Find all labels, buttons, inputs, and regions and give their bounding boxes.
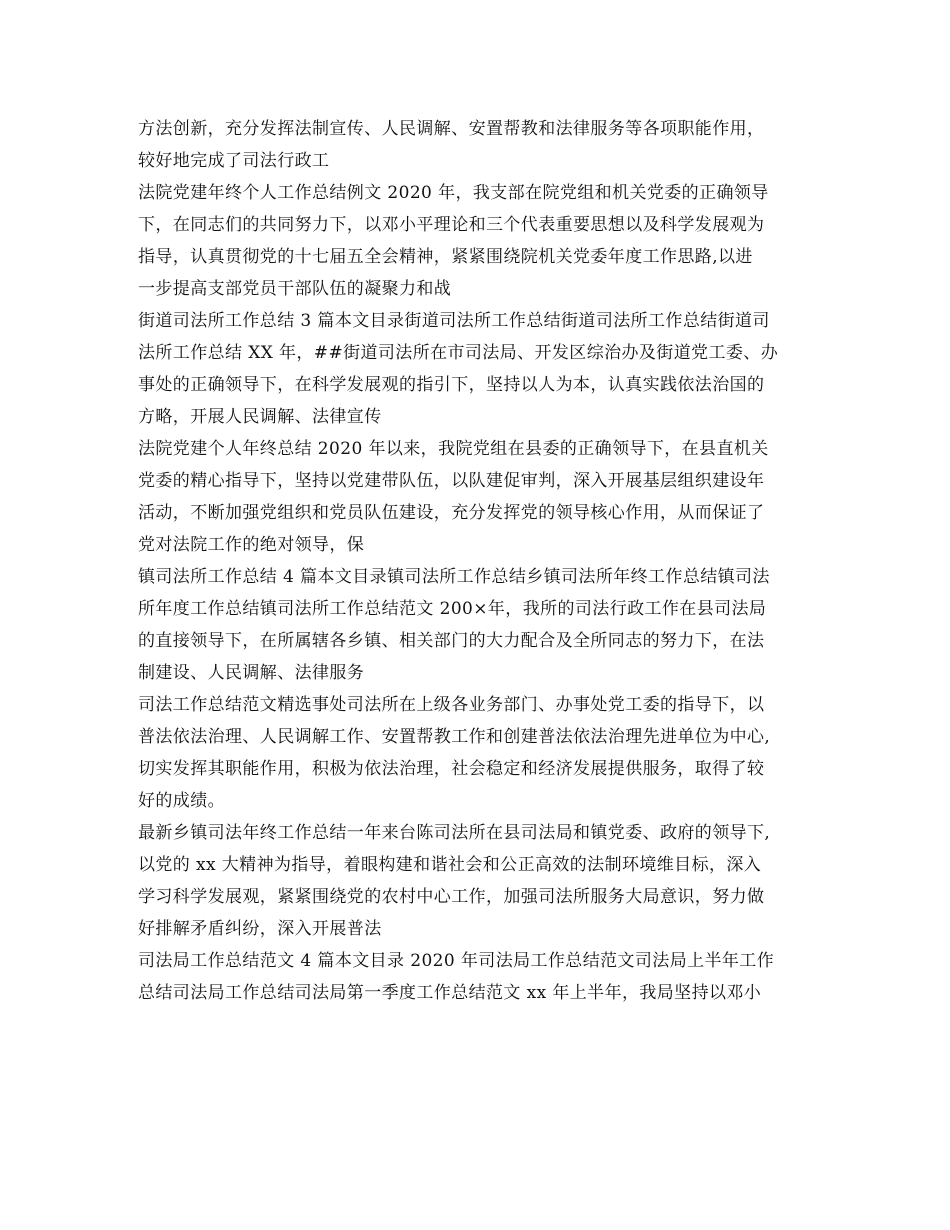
- text-line: 制建设、人民调解、法律服务: [138, 663, 365, 683]
- text-line: 方法创新，充分发挥法制宣传、人民调解、安置帮教和法律服务等各项职能作用，: [138, 119, 765, 139]
- paragraph-6: [138, 689, 828, 817]
- paragraph-7: [138, 817, 828, 945]
- text-line: 学习科学发展观，紧紧围绕党的农村中心工作，加强司法所服务大局意识，努力做: [138, 887, 765, 907]
- text-line: 一步提高支部党员干部队伍的凝聚力和战: [138, 279, 452, 299]
- text-line: 法院党建个人年终总结 2020 年以来，我院党组在县委的正确领导下，在县直机关: [138, 439, 769, 459]
- paragraph-8: [138, 945, 828, 1009]
- text-line: 好排解矛盾纠纷，深入开展普法: [138, 919, 382, 939]
- text-line: 普法依法治理、人民调解工作、安置帮教工作和创建普法依法治理先进单位为中心,: [138, 727, 771, 747]
- paragraph-3: [138, 305, 828, 433]
- text-line: 所年度工作总结镇司法所工作总结范文 200×年，我所的司法行政工作在县司法局: [138, 599, 767, 619]
- text-line: 总结司法局工作总结司法局第一季度工作总结范文 xx 年上半年，我局坚持以邓小: [138, 983, 762, 1003]
- text-line: 司法局工作总结范文 4 篇本文目录 2020 年司法局工作总结范文司法局上半年工作: [138, 951, 775, 971]
- document-body: [138, 113, 828, 1009]
- text-line: 事处的正确领导下，在科学发展观的指引下，坚持以人为本，认真实践依法治国的: [138, 375, 765, 395]
- text-line: 街道司法所工作总结 3 篇本文目录街道司法所工作总结街道司法所工作总结街道司: [138, 311, 770, 331]
- text-line: 下，在同志们的共同努力下，以邓小平理论和三个代表重要思想以及科学发展观为: [138, 215, 765, 235]
- text-line: 活动，不断加强党组织和党员队伍建设，充分发挥党的领导核心作用，从而保证了: [138, 503, 765, 523]
- text-line: 的直接领导下，在所属辖各乡镇、相关部门的大力配合及全所同志的努力下，在法: [138, 631, 765, 651]
- paragraph-2: [138, 177, 828, 305]
- paragraph-4: [138, 433, 828, 561]
- text-line: 党对法院工作的绝对领导，保: [138, 535, 365, 555]
- paragraph-5: [138, 561, 828, 689]
- text-line: 好的成绩。: [138, 791, 225, 811]
- text-line: 切实发挥其职能作用，积极为依法治理，社会稳定和经济发展提供服务，取得了较: [138, 759, 765, 779]
- text-line: 法院党建年终个人工作总结例文 2020 年，我支部在院党组和机关党委的正确领导: [138, 183, 769, 203]
- text-line: 以党的 xx 大精神为指导，着眼构建和谐社会和公正高效的法制环境维目标，深入: [138, 855, 762, 875]
- text-line: 党委的精心指导下，坚持以党建带队伍，以队建促审判，深入开展基层组织建设年: [138, 471, 765, 491]
- text-line: 司法工作总结范文精选事处司法所在上级各业务部门、办事处党工委的指导下，以: [138, 695, 765, 715]
- text-line: 最新乡镇司法年终工作总结一年来台陈司法所在县司法局和镇党委、政府的领导下,: [138, 823, 771, 843]
- text-line: 较好地完成了司法行政工: [138, 151, 330, 171]
- text-line: 方略，开展人民调解、法律宣传: [138, 407, 382, 427]
- text-line: 指导，认真贯彻党的十七届五全会精神，紧紧围绕院机关党委年度工作思路,以进: [138, 247, 753, 267]
- text-line: 镇司法所工作总结 4 篇本文目录镇司法所工作总结乡镇司法所年终工作总结镇司法: [138, 567, 770, 587]
- paragraph-1: [138, 113, 828, 177]
- text-line: 法所工作总结 XX 年，##街道司法所在市司法局、开发区综治办及街道党工委、办: [138, 343, 779, 363]
